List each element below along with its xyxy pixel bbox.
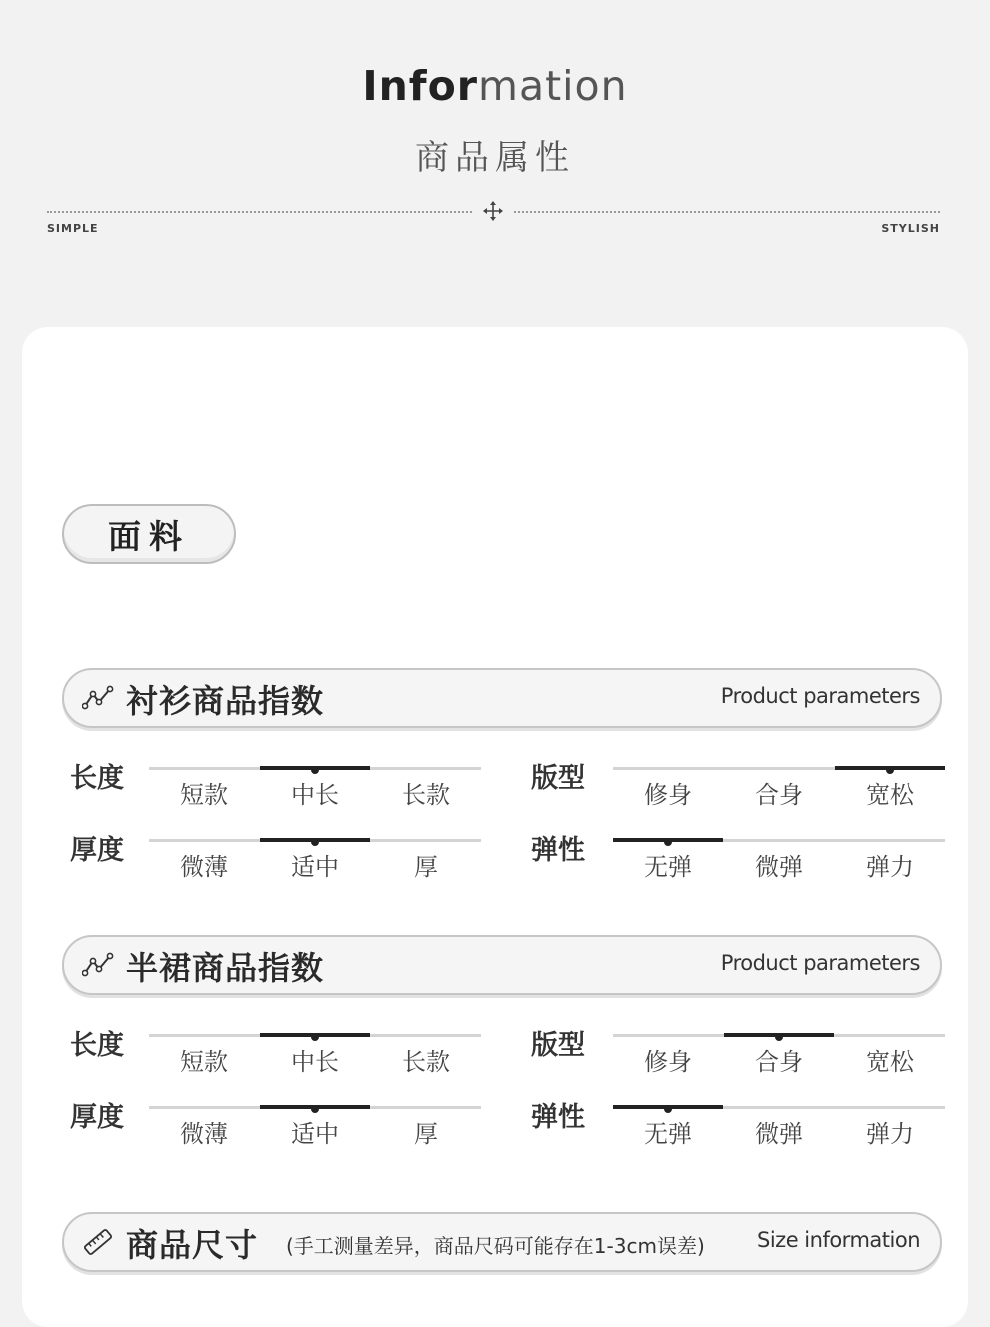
param-label: 版型 bbox=[531, 763, 585, 794]
title-light: mation bbox=[478, 62, 628, 110]
param-selected-dot bbox=[664, 838, 672, 846]
param-selected-dot bbox=[775, 1033, 783, 1041]
param-option: 修身 bbox=[644, 1048, 692, 1076]
param-option: 合身 bbox=[755, 1048, 803, 1076]
divider-right bbox=[514, 211, 940, 213]
param-option: 无弹 bbox=[644, 1120, 692, 1148]
divider-left bbox=[47, 211, 472, 213]
param-label: 厚度 bbox=[70, 1102, 124, 1133]
tag-simple: SIMPLE bbox=[47, 222, 99, 235]
param-track bbox=[613, 839, 945, 881]
size-section-title: 商品尺寸 bbox=[126, 1226, 259, 1264]
param-track bbox=[613, 1034, 945, 1076]
fabric-pill: 面料 bbox=[62, 504, 236, 564]
skirt-section-subtitle: Product parameters bbox=[720, 951, 920, 975]
page-title bbox=[0, 62, 990, 110]
param-option: 短款 bbox=[180, 781, 228, 809]
param-option: 无弹 bbox=[644, 853, 692, 881]
param-selected-dot bbox=[311, 1033, 319, 1041]
param-track bbox=[613, 767, 945, 809]
param-label: 版型 bbox=[531, 1030, 585, 1061]
param-option: 合身 bbox=[755, 781, 803, 809]
param-option: 微薄 bbox=[180, 1120, 228, 1148]
param-track bbox=[149, 767, 481, 809]
param-label: 厚度 bbox=[70, 835, 124, 866]
trend-line-icon bbox=[82, 951, 114, 979]
param-option: 适中 bbox=[291, 1120, 339, 1148]
skirt-section-header bbox=[62, 935, 942, 995]
skirt-section-title: 半裙商品指数 bbox=[126, 949, 325, 987]
param-selected-dot bbox=[664, 1105, 672, 1113]
tag-stylish: STYLISH bbox=[881, 222, 940, 235]
size-section-header bbox=[62, 1212, 942, 1272]
param-option: 宽松 bbox=[866, 1048, 914, 1076]
param-label: 弹性 bbox=[531, 1102, 585, 1133]
shirt-section-subtitle: Product parameters bbox=[720, 684, 920, 708]
shirt-section-title: 衬衫商品指数 bbox=[126, 682, 325, 720]
param-option: 厚 bbox=[414, 853, 438, 881]
param-option: 中长 bbox=[291, 781, 339, 809]
param-option: 短款 bbox=[180, 1048, 228, 1076]
param-option: 厚 bbox=[414, 1120, 438, 1148]
param-option: 微弹 bbox=[755, 1120, 803, 1148]
shirt-section-header bbox=[62, 668, 942, 728]
compass-cross-icon bbox=[482, 200, 504, 222]
param-track bbox=[613, 1106, 945, 1148]
param-option: 微薄 bbox=[180, 853, 228, 881]
size-section-subtitle: Size information bbox=[757, 1228, 920, 1252]
param-option: 长款 bbox=[402, 781, 450, 809]
param-option: 弹力 bbox=[866, 853, 914, 881]
param-label: 长度 bbox=[70, 1030, 124, 1061]
param-option: 修身 bbox=[644, 781, 692, 809]
param-label: 长度 bbox=[70, 763, 124, 794]
param-option: 长款 bbox=[402, 1048, 450, 1076]
content-card bbox=[22, 327, 968, 1327]
param-selected-dot bbox=[311, 838, 319, 846]
page-subtitle: 商品属性 bbox=[415, 138, 575, 178]
param-selected-dot bbox=[311, 766, 319, 774]
param-label: 弹性 bbox=[531, 835, 585, 866]
trend-line-icon bbox=[82, 684, 114, 712]
param-option: 适中 bbox=[291, 853, 339, 881]
size-section-note: (手工测量差异，商品尺码可能存在1-3cm误差) bbox=[286, 1234, 705, 1258]
param-selected-dot bbox=[311, 1105, 319, 1113]
param-option: 弹力 bbox=[866, 1120, 914, 1148]
param-option: 中长 bbox=[291, 1048, 339, 1076]
param-option: 微弹 bbox=[755, 853, 803, 881]
param-track bbox=[149, 1034, 481, 1076]
title-bold: Infor bbox=[362, 62, 479, 110]
ruler-icon bbox=[82, 1228, 114, 1256]
param-selected-dot bbox=[886, 766, 894, 774]
param-option: 宽松 bbox=[866, 781, 914, 809]
param-track bbox=[149, 1106, 481, 1148]
param-track bbox=[149, 839, 481, 881]
